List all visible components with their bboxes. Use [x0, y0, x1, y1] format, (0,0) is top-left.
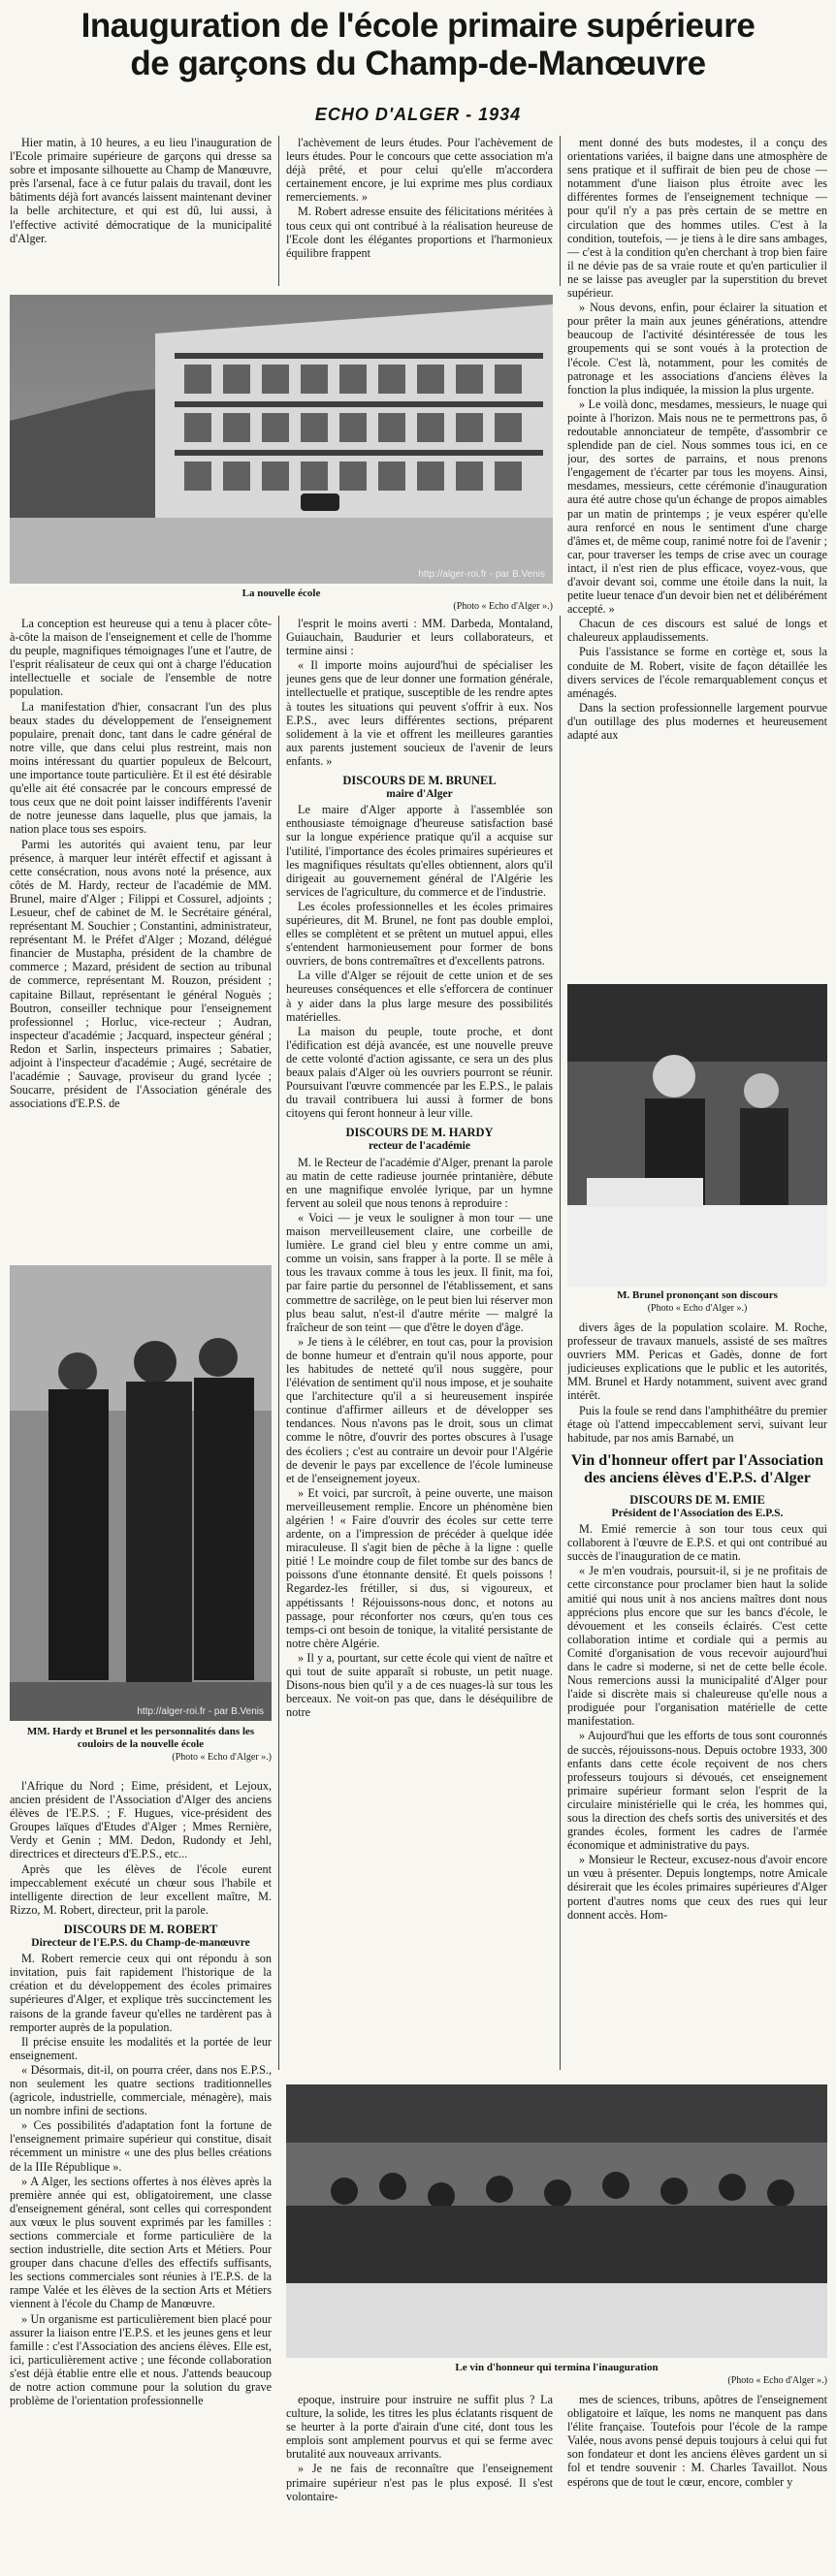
paragraph: M. Robert remercie ceux qui ont répondu à son invitation, puis fait rapidement l'historique de la création et du développement des écoles primaires supérieures d'Alger, et explique très succinctement les raisons de la grande faveur qu'elles ne tardèrent pas à remporter auprès de la population.	[10, 1952, 272, 2034]
column-rule	[560, 136, 561, 286]
paragraph: » Ces possibilités d'adaptation font la fortune de l'enseignement primaire supérieur qui constitue, disait récemment un ministre « une des plus belles créations de la IIIe République ».	[10, 2118, 272, 2174]
paragraph: Chacun de ces discours est salué de longs et chaleureux applaudissements.	[567, 617, 827, 645]
headline-line-2: de garçons du Champ-de-Manœuvre	[130, 45, 706, 82]
paragraph: l'Afrique du Nord ; Eime, président, et Lejoux, ancien président de l'Association d'Alger des anciens élèves de l'E.P.S. ; F. Hugues, vice-président des Groupes laïques d'Etudes d'Alger ; Mmes Rernière, Verdy et Genin ; MM. Dedon, Rudondy et Jehl, directrices et directeurs d'E.P.S., etc...	[10, 1779, 272, 1861]
article-column-1-middle	[10, 617, 272, 1261]
paragraph: Parmi les autorités qui avaient tenu, par leur présence, à marquer leur intérêt effectif et agissant à cette consécration, nous avons noté la présence, aux côtés de M. Hardy, recteur de l'académie de MM. Brunel, maire d'Alger ; Filippi et Cossurel, adjoints ; Lesueur, chef de cabinet de M. le Secrétaire général, représentant M. Souchier ; Constantini, administrateur, représentant M. le Préfet d'Alger ; Mozand, délégué financier de Mustapha, président de la chambre de commerce ; Mazard, président de section au tribunal de commerce, représentant M. Rouzon, président ; capitaine Billaut, représentant le général Noguès ; Boutron, conseiller technique pour l'enseignement professionnel ; Horluc, vice-recteur ; Audran, inspecteur d'académie ; Jacquard, inspecteur général ; Redon et Sarlin, inspecteurs primaires ; Sabatier, adjoint à l'inspecteur d'académie ; Augé, secrétaire de l'académie ; Sauvage, proviseur du grand lycée ; Soucarre, président de l'Association générale des associations d'E.P.S. de	[10, 837, 272, 1111]
speech-heading	[10, 1923, 272, 1950]
paragraph: Puis la foule se rend dans l'amphithéâtre du premier étage où l'attend impeccablement servi, suivant leur habitude, par nos amis Barnabé, un	[567, 1403, 827, 1445]
caption-text: M. Brunel prononçant son discours	[617, 1289, 778, 1301]
speech-photo-caption	[567, 1289, 827, 1315]
section-heading: Vin d'honneur offert par l'Association des anciens élèves d'E.P.S. d'Alger	[570, 1451, 824, 1486]
paragraph: « Il importe moins aujourd'hui de spécialiser les jeunes gens que de leur donner une formation générale, intellectuelle et pratique, susceptible de les rendre aptes à toutes les situations qui peuvent s'offrir à eux. Nos E.P.S., avec leurs différentes sections, préparent solidement à la vie et offrent les meilleures garanties aux parents justement soucieux de l'avenir de leurs enfants. »	[286, 658, 553, 768]
speech-heading-title: DISCOURS DE M. BRUNEL	[342, 774, 497, 788]
officials-image	[10, 1265, 272, 1721]
paragraph: Il précise ensuite les modalités et la portée de leur enseignement.	[10, 2034, 272, 2062]
paragraph: M. Emié remercie à son tour tous ceux qui collaborent à l'œuvre de E.P.S. et qui ont contribué au succès de l'inauguration de ce matin.	[567, 1522, 827, 1564]
paragraph: Après que les élèves de l'école eurent impeccablement exécuté un chœur sous l'habile et intelligente direction de leur excellent maître, M. Rizzo, M. Robert, directeur, prit la parole.	[10, 1861, 272, 1917]
article-column-3-bottom	[567, 2393, 827, 2572]
article-column-2-bottom	[286, 2393, 553, 2572]
article-column-2-middle	[286, 617, 553, 2081]
photo-credit: (Photo « Echo d'Alger ».)	[453, 601, 553, 612]
photo-watermark: http://alger-roi.fr - par B.Venis	[418, 569, 545, 580]
paragraph: l'esprit le moins averti : MM. Darbeda, Montaland, Guiauchain, Baudurier et leurs collaborateurs, et termine ainsi :	[286, 617, 553, 658]
caption-text: MM. Hardy et Brunel et les personnalités dans les couloirs de la nouvelle école	[26, 1726, 255, 1750]
school-photo-caption	[10, 588, 553, 613]
speech-heading-subtitle: maire d'Alger	[386, 788, 453, 801]
wine-photo-caption	[286, 2362, 827, 2387]
wine-reception-image	[286, 2084, 827, 2358]
paragraph: M. le Recteur de l'académie d'Alger, prenant la parole au matin de cette radieuse journée printanière, débute en une magnifique envolée lyrique, par un hymne fervent au soleil que nous tenons à reproduire :	[286, 1155, 553, 1210]
paragraph: Puis l'assistance se forme en cortège et, sous la conduite de M. Robert, visite de façon détaillée les divers services de l'école remarquablement conçus et aménagés.	[567, 645, 827, 700]
article-column-3-middle	[567, 1320, 827, 2043]
headline-line-1: Inauguration de l'école primaire supérieure	[80, 7, 756, 45]
speech-heading-subtitle: Président de l'Association des E.P.S.	[611, 1507, 784, 1519]
column-rule	[278, 616, 279, 2070]
speech-heading-title: DISCOURS DE M. ROBERT	[63, 1922, 218, 1936]
school-photo	[10, 295, 553, 584]
officials-photo	[10, 1265, 272, 1721]
article-column-1-top	[10, 136, 272, 289]
paragraph: Les écoles professionnelles et les écoles primaires supérieures, dit M. Brunel, ne font pas double emploi, elles se complètent et se prêtent un mutuel appui, elles s'entendent harmonieusement pour former de bons ouvriers, de bons contremaîtres et d'excellents patrons.	[286, 899, 553, 969]
speech-heading	[286, 774, 553, 801]
speech-heading-subtitle: recteur de l'académie	[369, 1140, 470, 1153]
paragraph: » Nous devons, enfin, pour éclairer la situation et pour prêter la main aux jeunes générations, attendre beaucoup de l'activité désintéressée de tous les groupements qui se sont voués à la protection de l'école. C'est là, notamment, pour les comités de patronage et les associations d'anciens élèves la fonction la plus indiquée, la mission la plus urgente.	[567, 301, 827, 397]
photo-credit: (Photo « Echo d'Alger ».)	[727, 2375, 827, 2386]
paragraph: La maison du peuple, toute proche, et dont l'édification est déjà avancée, est une nouvelle preuve de cette volonté d'action agissante, ce sera un des plus beaux palais d'Alger où les ouvriers pourront se réunir. Poursuivant l'œuvre commencée par les E.P.S., le palais du travail contribuera lui aussi à former de bons citoyens qui feront honneur à leur ville.	[286, 1024, 553, 1121]
article-column-2-top	[286, 136, 553, 289]
caption-text: La nouvelle école	[241, 588, 321, 599]
paragraph: La manifestation d'hier, consacrant l'un des plus beaux stades du développement de l'enseignement populaire, prenait donc, tant dans le cadre général de notre ville, que dans celui plus restreint, mais non moins intéressant du quartier populeux de Belcourt, une importance toute particulière. Et il est été désirable qu'elle ait été consacrée par le concours empressé de tous ceux que ne doit point laisser indifférents l'avenir de notre jeunesse dans laquelle, plus que jamais, la nation place tous ses espoirs.	[10, 699, 272, 837]
paragraph: » Je ne fais de reconnaître que l'enseignement primaire supérieur n'est pas le plus exposé. Il s'est volontaire-	[286, 2462, 553, 2503]
photo-credit: (Photo « Echo d'Alger ».)	[647, 1303, 748, 1314]
paragraph: » Il y a, pourtant, sur cette école qui vient de naître et qui tout de suite apparaît si robuste, un petit nuage. Disons-nous bien qu'il y a de ces nuages-là sur tous les berceaux. Ne voit-on pas que, dans le déséquilibre de notre	[286, 1650, 553, 1720]
paragraph: Hier matin, à 10 heures, a eu lieu l'inauguration de l'Ecole primaire supérieure de garçons qui dresse sa sobre et imposante silhouette au Champ de Manœuvre, près l'arsenal, face à ce futur palais du travail, dont les bâtiments déjà fort avancés laissent maintenant deviner la belle architecture, et qui est dû, lui aussi, à l'effective activité démocratique de la municipalité d'Alger.	[10, 136, 272, 245]
paragraph: epoque, instruire pour instruire ne suffit plus ? La culture, la solide, les titres les plus éclatants risquent de se heurter à la porte d'airain d'une cité, dont tous les emplois sont amplement pourvus et qui se ferme avec brutalité aux nouveaux arrivants.	[286, 2393, 553, 2462]
paragraph: « Voici — je veux le souligner à mon tour — une maison merveilleusement claire, une corbeille de lumière. Le grand ciel bleu y entre comme un ami, comme un voisin, sans frapper à la porte. Il se mêle à tous les travaux comme à tous les jeux. Il finit, ma foi, par faire partie du personnel de l'établissement, et sans commettre de sacrilège, on le peut bien lui réserver mon plus beau salut, n'est-il d'autre mérite — malgré la fraîcheur de son teint — que d'être le doyen d'âge.	[286, 1210, 553, 1334]
paragraph: ment donné des buts modestes, il a conçu des orientations variées, il baigne dans une atmosphère de sens pratique et il suffirait de bien peu de chose — notamment d'une liaison plus étroite avec les différentes formes de l'enseignement technique — pour qu'il n'y a pas près certain de se mettre en circulation que des hommes utiles. C'est à la condition, toutefois, — je tiens à le dire sans ambages, — c'est à la condition qu'en cherchant à trop bien faire il ne dévie pas de sa vraie route et qu'en particulier il ne se laisse pas aveugler par la superstition du brevet supérieur.	[567, 136, 827, 301]
school-building-image	[10, 295, 553, 584]
paragraph: La conception est heureuse qui a tenu à placer côte-à-côte la maison de l'enseignement et celle de l'homme du peuple, magnifiques témoignages l'une et l'autre, de l'esprit réalisateur de ceux qui ont à charge l'éducation intellectuelle et sociale de l'ensemble de notre population.	[10, 617, 272, 699]
caption-text: Le vin d'honneur qui termina l'inauguration	[455, 2362, 659, 2373]
photo-watermark: http://alger-roi.fr - par B.Venis	[137, 1706, 264, 1717]
source-label: ECHO D'ALGER - 1934	[314, 105, 522, 124]
paragraph: divers âges de la population scolaire. M. Roche, professeur de travaux manuels, assisté de ses maîtres ouvriers MM. Pericas et Gadès, donne de fort judicieuses explications que le public et les autorités, MM. Brunel et Hardy notamment, suivent avec grand intérêt.	[567, 1320, 827, 1403]
paragraph: » Monsieur le Recteur, excusez-nous d'avoir encore un vœu à présenter. Depuis longtemps, notre Amicale désirerait que les écoles primaires supérieures d'Alger portent d'autres noms que ceux des rues qui leur donnent accès. Hom-	[567, 1853, 827, 1922]
paragraph: M. Robert adresse ensuite des félicitations méritées à tous ceux qui ont contribué à la réalisation heureuse de l'Ecole dont les élégantes proportions et l'harmonieux équilibre frappent	[286, 205, 553, 260]
paragraph: La ville d'Alger se réjouit de cette union et de ses heureuses conséquences et elle s'efforcera de continuer à y aider dans la plus large mesure des possibilités matérielles.	[286, 969, 553, 1024]
column-rule	[560, 616, 561, 2070]
paragraph: « Je m'en voudrais, poursuit-il, si je ne profitais de cette circonstance pour proclamer bien haut la solide amitié qui nous unit à nos anciens maîtres dont nous apprécions plus encore que sur les bancs d'école, le dévouement et les conseils éclairés. C'est cette collaboration intime et cordiale qui a permis au Comité d'organisation de vous recevoir aujourd'hui dans le cadre si moderne, si net de cette belle école. Nous remercions aussi la municipalité d'Alger pour l'aide si discrète mais si chaleureuse qu'elle nous a prodiguée pour l'organisation matérielle de cette manifestation.	[567, 1564, 827, 1729]
speech-heading	[286, 1126, 553, 1153]
paragraph: Dans la section professionnelle largement pourvue d'un outillage des plus modernes et heureusement adapté aux	[567, 700, 827, 743]
speech-photo	[567, 984, 827, 1287]
wine-reception-photo	[286, 2084, 827, 2358]
paragraph: l'achèvement de leurs études. Pour l'achèvement de leurs études. Pour le concours que cette association m'a déjà prêté, et pour celui qu'elle m'accordera certainement encore, je lui exprime mes plus cordiaux remerciements. »	[286, 136, 553, 205]
column-rule	[278, 136, 279, 286]
article-column-1-bottom	[10, 1779, 272, 2569]
paragraph: » Le voilà donc, mesdames, messieurs, le nuage qui pointe à l'horizon. Mais nous ne te permettrons pas, ô redoutable annonciateur de tempête, d'assombrir ce splendide pan de ciel. Nous sommes tous ici, en ce jour, des sortes de parrains, et nous prenons l'engagement de t'écarter par tous les moyens. Ainsi, mesdames, messieurs, cette cérémonie d'inauguration aura été autre chose qu'un échange de propos aimables par un matin de printemps ; je veux espérer qu'elle aura renforcé en nous le sentiment d'une charge d'âmes et, de même coup, ranimé notre foi de l'avenir ; car, pour traverser les temps de crise avec un courage intact, il n'est rien de plus efficace, voyez-vous, que d'avoir devant soi, comme une étoile dans la nuit, la petite lueur tenace d'un devoir bien net et délibérément accepté. »	[567, 397, 827, 617]
paragraph: » Et voici, par surcroît, à peine ouverte, une maison merveilleusement remplie. Encore un phénomène bien algérien ! « Faire d'ouvrir des écoles sur cette terre ardente, on a l'impression de précéder à quelque idée miraculeuse. Il s'agit bien de pêche à la ligne : quelle pitié ! Le moindre coup de filet tombe sur des bancs de poissons d'une étonnante densité. Et quels poissons ! Regardez-les frétiller, si dus, si vigoureux, et appétissants ! Réjouissons-nous donc, et notons au passage, pour réconforter nos cœurs, qu'en tous ces temps-ci ont besoin de tonique, la vitalité persistante de notre chère Algérie.	[286, 1485, 553, 1650]
speech-image	[567, 984, 827, 1287]
paragraph: « Désormais, dit-il, on pourra créer, dans nos E.P.S., non seulement les quatre sections traditionnelles (agricole, industrielle, commerciale, ménagère), mais un nombre infini de sections.	[10, 2062, 272, 2118]
speech-heading-title: DISCOURS DE M. EMIE	[629, 1492, 765, 1507]
officials-photo-caption	[10, 1726, 272, 1764]
paragraph: Le maire d'Alger apporte à l'assemblée son enthousiaste témoignage d'heureuse satisfaction basé sur la longue expérience pratique qu'il a acquise sur l'utilité, l'importance des écoles primaires supérieures et les magnifiques résultats qu'elles obtiennent, alors qu'il dirigeait au gouvernement général de l'Algérie les services de l'agriculture, du commerce et de l'industrie.	[286, 803, 553, 899]
paragraph: » Un organisme est particulièrement bien placé pour assurer la liaison entre l'E.P.S. et les jeunes gens et leur famille : c'est l'Association des anciens élèves. Elle est, ici, particulièrement active ; une féconde collaboration s'est déjà établie entre elle et nous. J'attends beaucoup de notre action commune pour la solution du grave problème de l'orientation professionnelle	[10, 2311, 272, 2408]
paragraph: » Je tiens à le célébrer, en tout cas, pour la provision de bonne humeur et d'entrain qu'il nous apporte, pour les habitudes de netteté qu'il nous suggère, pour l'élévation de sentiment qu'il nous impose, et je souhaite que l'architecture qu'il a si heureusement inspirée continue d'affirmer ailleurs et de développer ses tendances. Nous n'avons pas le droit, sous un climat comme le nôtre, d'ouvrir des portes obscures à l'usage des écoliers ; c'est au contraire un devoir pour l'Algérie de devenir le pays par excellence de l'école lumineuse et de l'enseignement joyeux.	[286, 1334, 553, 1485]
paragraph: mes de sciences, tribuns, apôtres de l'enseignement obligatoire et laïque, les noms ne manquent pas dans l'élite française. Toutefois pour l'école de la rampe Valée, nous avons pensé depuis toujours à celui qui fut son fondateur et dont les anciens élèves gardent un si fol et tendre souvenir : M. Charles Tavaillot. Nous espérons que de tout le cœur, encore, combler y	[567, 2393, 827, 2489]
paragraph: » A Alger, les sections offertes à nos élèves après la première année qui est, obligatoirement, une classe d'enseignement général, sont celles qui correspondent aux vœux le plus souvent exprimés par les familles : sections commerciale et forme particulière de la section industrielle, dite section Arts et Métiers. Pour grouper dans chacune d'elles des effectifs suffisants, les sections commerciales sont réunies à l'E.P.S. de la rampe Valée et les élèves de la section Arts et Métiers viennent à l'école du Champ de Manœuvre.	[10, 2174, 272, 2311]
article-column-3-top	[567, 136, 827, 979]
photo-credit: (Photo « Echo d'Alger ».)	[172, 1752, 272, 1763]
speech-heading-title: DISCOURS DE M. HARDY	[345, 1126, 494, 1140]
speech-heading-subtitle: Directeur de l'E.P.S. du Champ-de-manœuvre	[31, 1937, 250, 1950]
speech-heading	[567, 1493, 827, 1520]
paragraph: » Aujourd'hui que les efforts de tous sont couronnés de succès, réjouissons-nous. Depuis octobre 1933, 300 enfants dans cette école reçoivent de nos chers professeurs toujours si dévoués, cet enseignement primaire supérieur formant selon l'esprit de la circulaire ministérielle qui le créa, les hommes qui, sous la direction des chefs sortis des universités et des grandes écoles, forment les cadres de l'armée économique et administrative du pays.	[567, 1729, 827, 1853]
